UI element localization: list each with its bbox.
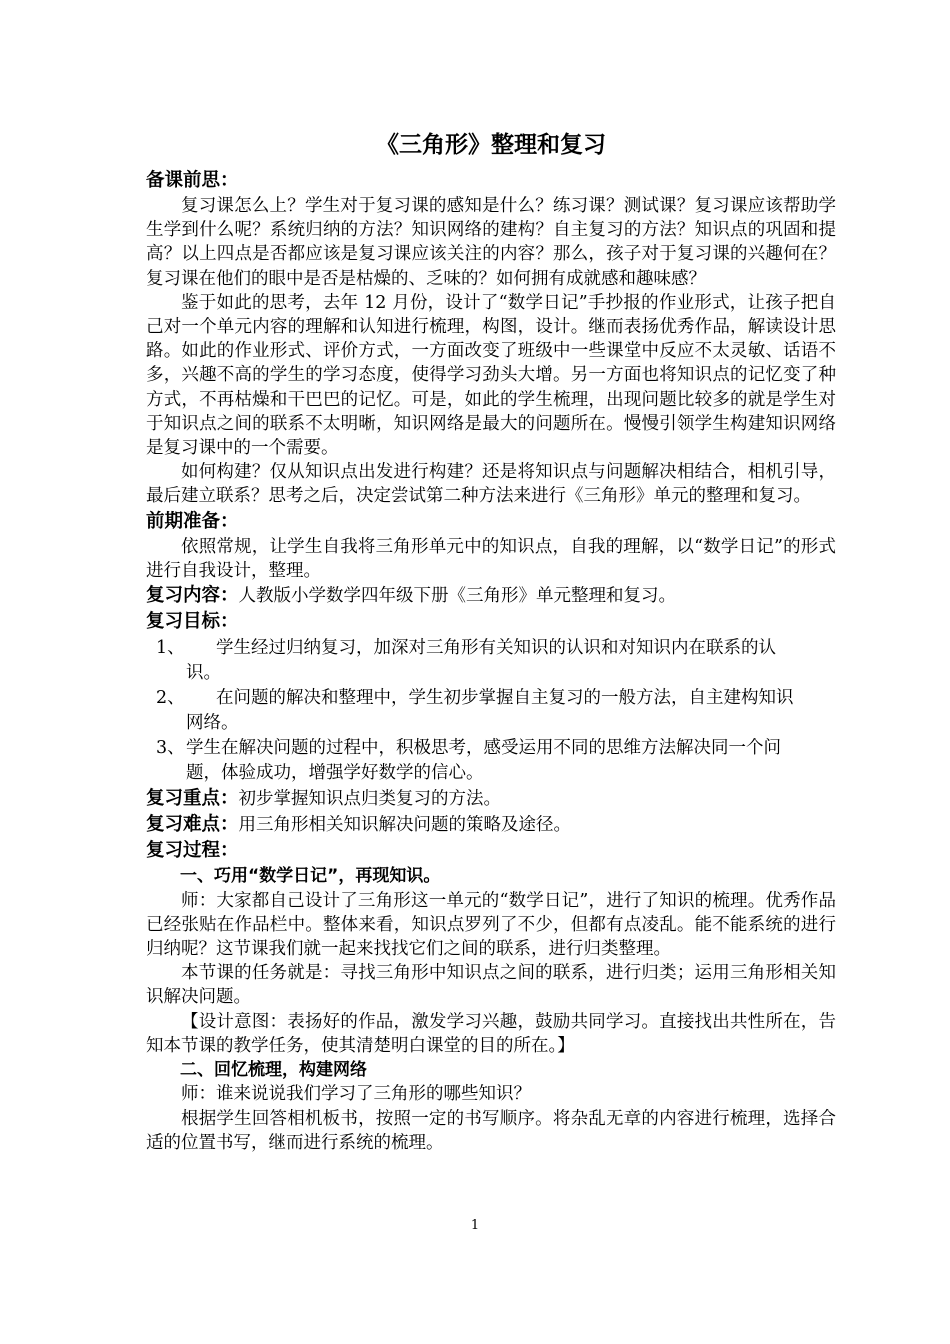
heading-text: 初步掌握知识点归类复习的方法。 <box>238 789 502 810</box>
list-item <box>146 736 836 785</box>
document-body <box>146 128 836 1155</box>
list-text-continued: 网络。 <box>186 712 239 733</box>
list-text-continued: 题，体验成功，增强学好数学的信心。 <box>186 762 484 783</box>
heading-label: 复习内容： <box>146 585 239 607</box>
paragraph: 根据学生回答相机板书，按照一定的书写顺序。将杂乱无章的内容进行梳理，选择合适的位置书写，继而进行系统的梳理。 <box>146 1108 836 1153</box>
list-number: 1、 <box>156 638 185 659</box>
heading-text: 人教版小学数学四年级下册《三角形》单元整理和复习。 <box>238 586 677 607</box>
heading-difficulty <box>146 812 836 838</box>
heading-preparation: 前期准备： <box>146 510 239 532</box>
paragraph: 依照常规，让学生自我将三角形单元中的知识点，自我的理解，以“数学日记”的形式进行自我设计，整理。 <box>146 536 836 581</box>
design-intent-note: 【设计意图：表扬好的作品，激发学习兴趣，鼓励共同学习。直接找出共性所在，告知本节课的教学任务，使其清楚明白课堂的目的所在。】 <box>146 1011 836 1056</box>
paragraph: 如何构建？仅从知识点出发进行构建？还是将知识点与问题解决相结合，相机引导，最后建立联系？思考之后，决定尝试第二种方法来进行《三角形》单元的整理和复习。 <box>146 462 836 507</box>
heading-review-goals: 复习目标： <box>146 611 239 633</box>
heading-review-content <box>146 583 836 609</box>
list-item <box>146 636 836 685</box>
step-title: 二、回忆梳理，构建网络 <box>180 1059 367 1080</box>
paragraph: 师：谁来说说我们学习了三角形的哪些知识？ <box>181 1084 531 1105</box>
heading-prep-thought: 备课前思： <box>146 170 239 191</box>
heading-text: 用三角形相关知识解决问题的策略及途径。 <box>238 815 572 836</box>
list-number: 3、 <box>156 738 185 759</box>
page-number: 1 <box>470 1218 480 1233</box>
paragraph: 复习课怎么上？学生对于复习课的感知是什么？练习课？测试课？复习课应该帮助学生学到什么呢？系统归纳的方法？知识网络的建构？自主复习的方法？知识点的巩固和提高？以上四点是否都应该是复习课应该关注的内容？那么，孩子对于复习课的兴趣何在？复习课在他们的眼中是否是枯燥的、乏味的？如何拥有成就感和趣味感？ <box>146 196 836 289</box>
list-number: 2、 <box>156 688 185 709</box>
list-text: 在问题的解决和整理中，学生初步掌握自主复习的一般方法，自主建构知识 <box>216 688 794 709</box>
heading-label: 复习难点： <box>146 814 239 836</box>
paragraph: 师：大家都自己设计了三角形这一单元的“数学日记”，进行了知识的梳理。优秀作品已经张贴在作品栏中。整体来看，知识点罗列了不少，但都有点凌乱。能不能系统的进行归纳呢？这节课我们就一起来找找它们之间的联系，进行归类整理。 <box>146 890 836 959</box>
heading-key-point <box>146 786 836 812</box>
paragraph: 鉴于如此的思考，去年 12 月份，设计了“数学日记”手抄报的作业形式，让孩子把自己对一个单元内容的理解和认知进行梳理，构图，设计。继而表扬优秀作品，解读设计思路。如此的作业形式、评价方式，一方面改变了班级中一些课堂中反应不太灵敏、话语不多，兴趣不高的学生的学习态度，使得学习劲头大增。另一方面也将知识点的记忆变了种方式，不再枯燥和干巴巴的记忆。可是，如此的学生梳理，出现问题比较多的就是学生对于知识点之间的联系不太明晰，知识网络是最大的问题所在。慢慢引领学生构建知识网络是复习课中的一个需要。 <box>146 292 836 459</box>
document-title: 《三角形》整理和复习 <box>376 132 606 158</box>
list-text: 学生在解决问题的过程中，积极思考，感受运用不同的思维方法解决同一个问 <box>186 738 781 759</box>
heading-label: 复习重点： <box>146 788 239 810</box>
step-title: 一、巧用“数学日记”，再现知识。 <box>180 866 441 887</box>
list-text-continued: 识。 <box>186 662 221 683</box>
heading-review-process: 复习过程： <box>146 840 239 862</box>
list-text: 学生经过归纳复习，加深对三角形有关知识的认识和对知识内在联系的认 <box>216 638 776 659</box>
list-item <box>146 686 836 735</box>
paragraph: 本节课的任务就是：寻找三角形中知识点之间的联系，进行归类；运用三角形相关知识解决问题。 <box>146 963 836 1008</box>
